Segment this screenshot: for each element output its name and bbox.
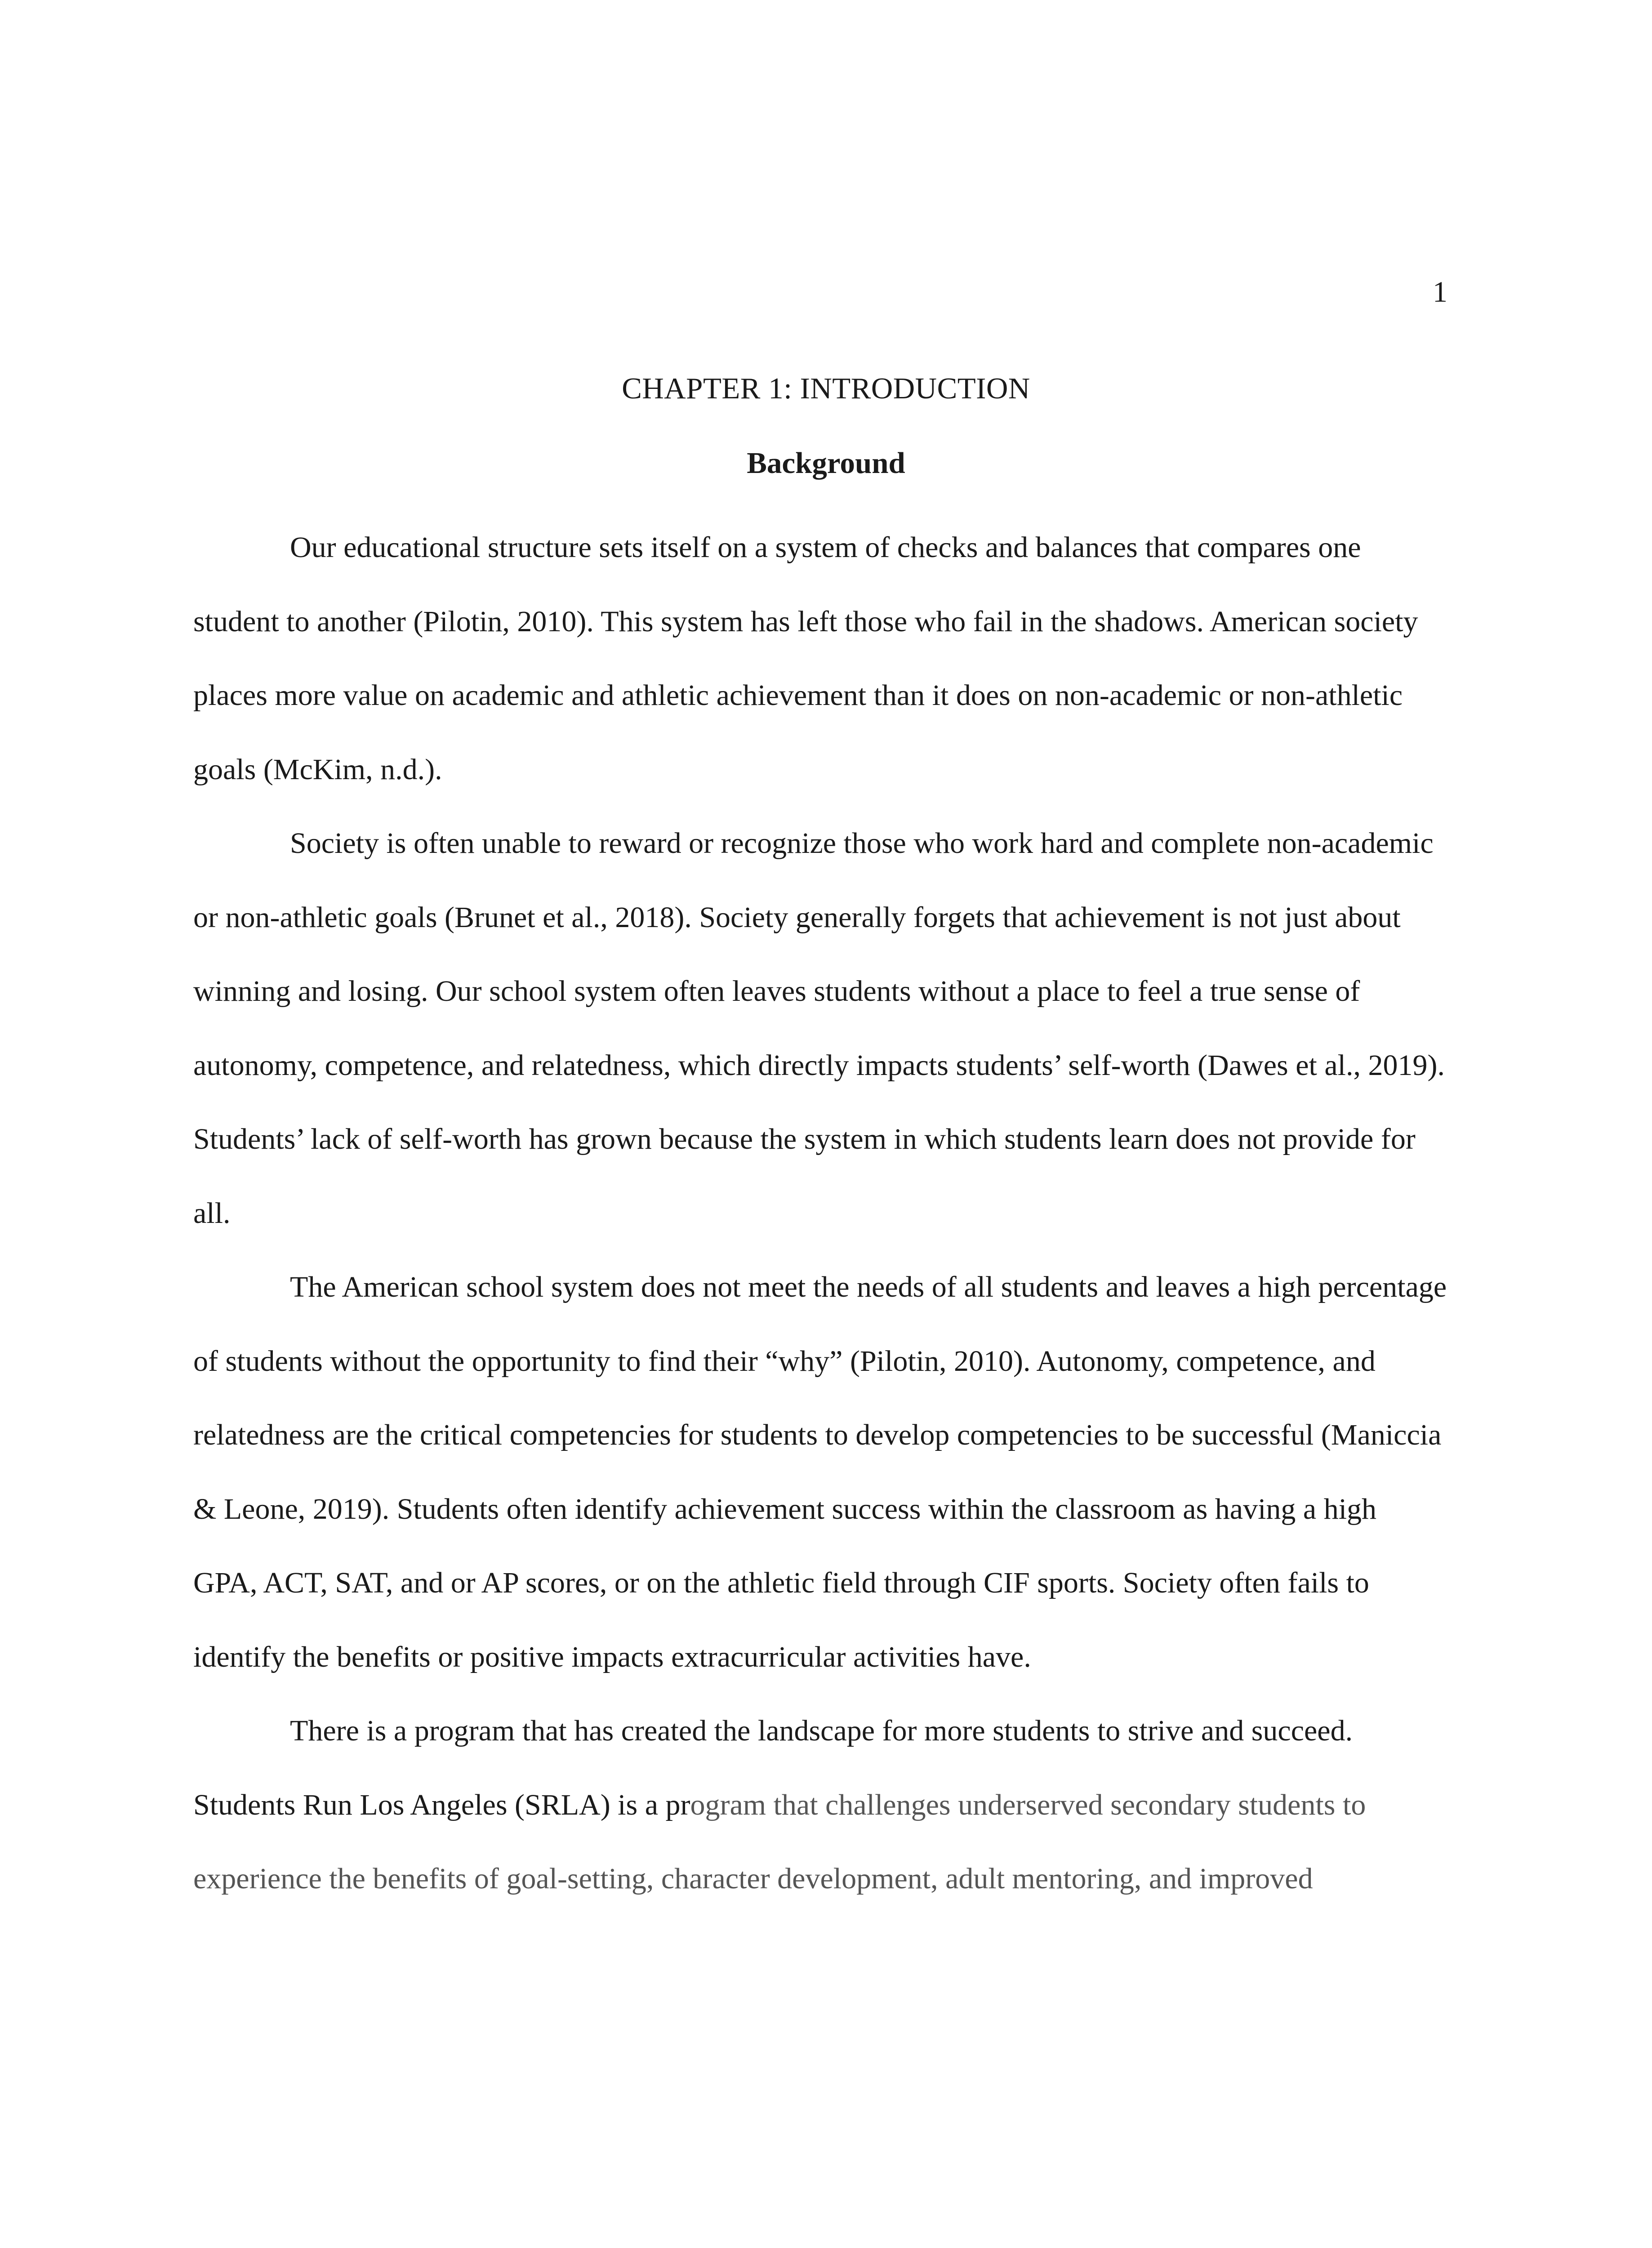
- body-text: [193, 511, 1447, 1916]
- paragraph-4-lead: There is a program that has created the landscape for more students to strive and succeed. Students Run Los Angeles (SRLA) is a pr: [193, 1714, 1353, 1821]
- page-number: 1: [1433, 276, 1447, 308]
- paragraph-2: Society is often unable to reward or recognize those who work hard and complete non-academic or non-athletic goals (Brunet et al., 2018). Society generally forgets that achievement is not just about winning and losing. Our school system often leaves students without a place to feel a true sense of autonomy, competence, and relatedness, which directly impacts students’ self-worth (Dawes et al., 2019). Students’ lack of self-worth has grown because the system in which students learn does not provide for all.: [193, 827, 1445, 1230]
- section-heading: Background: [747, 446, 905, 480]
- paragraph-4: [193, 1694, 1447, 1916]
- paragraph-3: The American school system does not meet the needs of all students and leaves a high percentage of students without the opportunity to find their “why” (Pilotin, 2010). Autonomy, competence, and relatedness are the critical competencies for students to develop competencies to be successful (Maniccia & Leone, 2019). Students often identify achievement success within the classroom as having a high GPA, ACT, SAT, and or AP scores, or on the athletic field through CIF sports. Society often fails to identify the benefits or positive impacts extracurricular activities have.: [193, 1271, 1447, 1673]
- paragraph-4-faded: ogram that challenges underserved secondary students to experience the benefits of goal-setting, character development, adult mentoring, and improved: [193, 1788, 1366, 1895]
- paragraph-1: Our educational structure sets itself on a system of checks and balances that compares one student to another (Pilotin, 2010). This system has left those who fail in the shadows. American society places more value on academic and athletic achievement than it does on non-academic or non-athletic goals (McKim, n.d.).: [193, 531, 1418, 786]
- chapter-title: CHAPTER 1: INTRODUCTION: [622, 372, 1030, 405]
